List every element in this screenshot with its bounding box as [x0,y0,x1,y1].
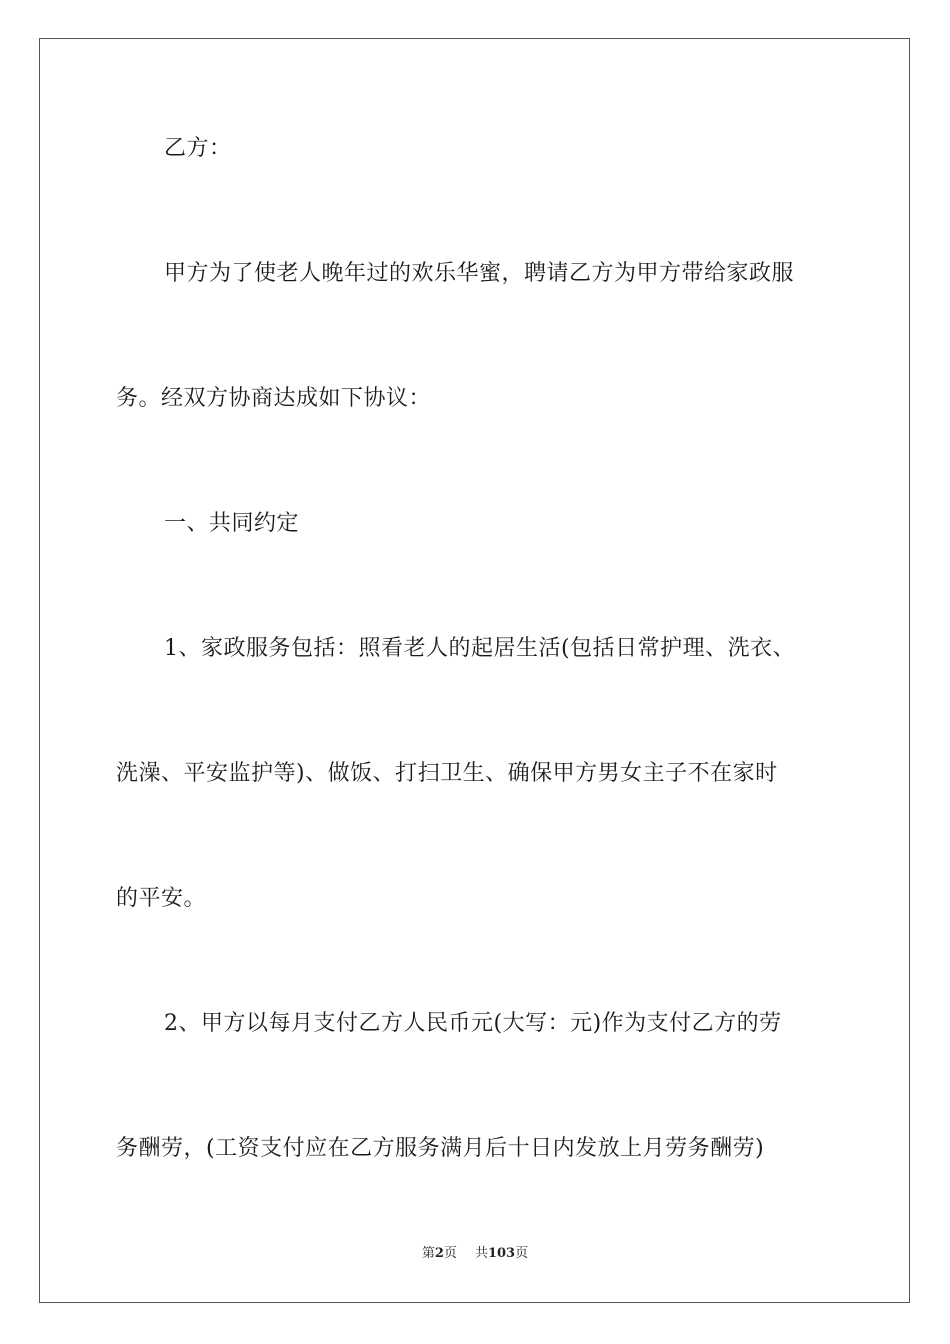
section-heading-common-agreement: 一、共同约定 [164,511,300,536]
total-suffix: 页 [515,1246,529,1261]
clause-1-line-3: 的平安。 [116,886,207,911]
page-suffix: 页 [443,1246,457,1261]
page-border [39,38,910,1303]
paragraph-intro-line-1: 甲方为了使老人晚年过的欢乐华蜜，聘请乙方为甲方带给家政服 [164,261,795,286]
party-b-label: 乙方： [164,136,232,161]
clause-2-line-2: 务酬劳，(工资支付应在乙方服务满月后十日内发放上月劳务酬劳) [116,1136,765,1161]
clause-1-line-1: 1、家政服务包括：照看老人的起居生活(包括日常护理、洗衣、 [164,636,796,661]
page-footer [0,1245,950,1263]
clause-2-line-1: 2、甲方以每月支付乙方人民币元(大写：元)作为支付乙方的劳 [164,1011,782,1036]
total-pages: 103 [487,1246,516,1261]
paragraph-intro-line-2: 务。经双方协商达成如下协议： [116,386,432,411]
page-number: 2 [434,1246,444,1261]
total-prefix: 共 [474,1246,488,1261]
page-prefix: 第 [421,1246,435,1261]
clause-1-line-2: 洗澡、平安监护等)、做饭、打扫卫生、确保甲方男女主子不在家时 [116,761,778,786]
